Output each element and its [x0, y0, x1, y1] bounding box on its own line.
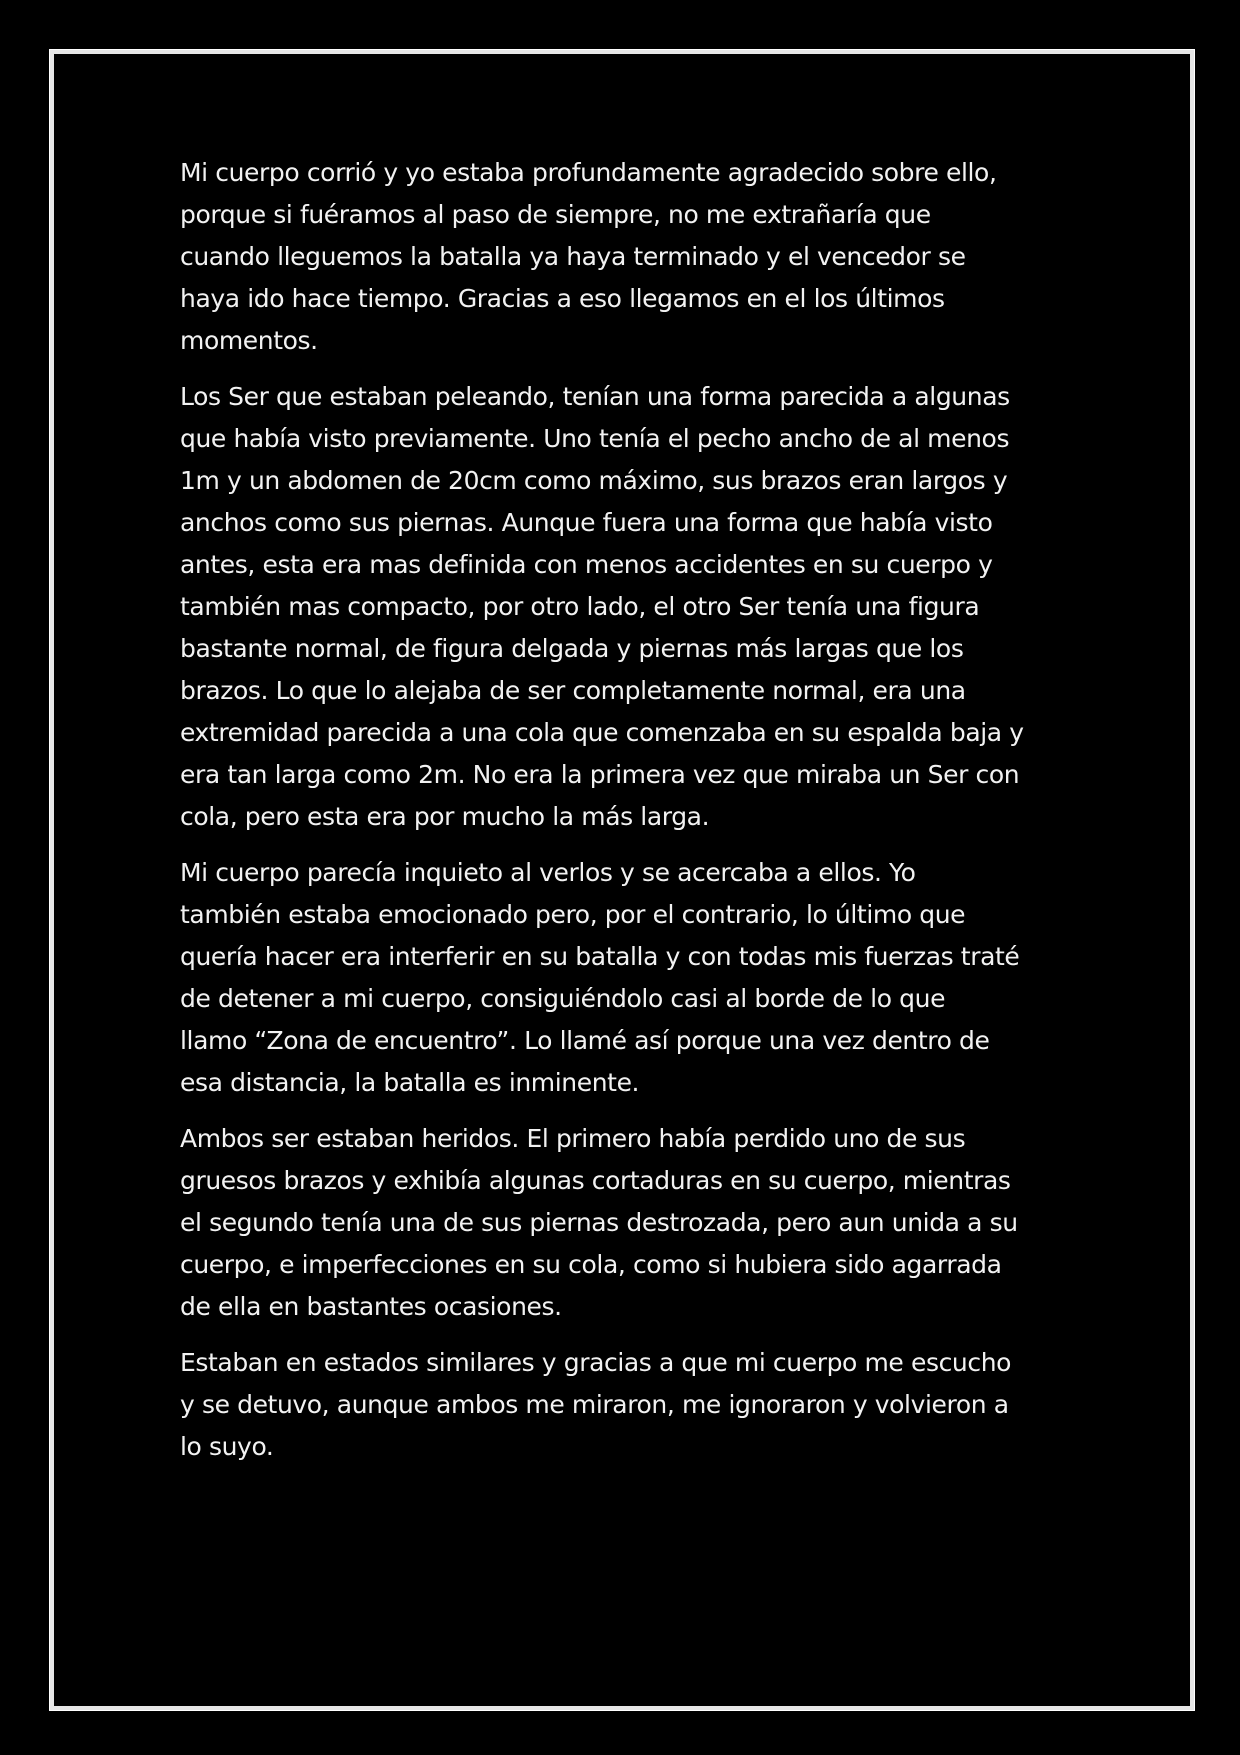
paragraph-3: Mi cuerpo parecía inquieto al verlos y se acercaba a ellos. Yo también estaba emocionado pero, por el contrario, lo último que quería hacer era interferir en su batalla y con todas mis fuerzas traté de detener a mi cuerpo, consiguiéndolo casi al borde de lo que llamo “Zona de encuentro”. Lo llamé así porque una vez dentro de esa distancia, la batalla es inminente. — [180, 858, 1020, 1097]
paragraph-1: Mi cuerpo corrió y yo estaba profundamente agradecido sobre ello, porque si fuéramos al paso de siempre, no me extrañaría que cuando lleguemos la batalla ya haya terminado y el vencedor se haya ido hace tiempo. Gracias a eso llegamos en el los últimos momentos. — [180, 158, 997, 355]
paragraph-4: Ambos ser estaban heridos. El primero había perdido uno de sus gruesos brazos y exhibía algunas cortaduras en su cuerpo, mientras el segundo tenía una de sus piernas destrozada, pero aun unida a su cuerpo, e imperfecciones en su cola, como si hubiera sido agarrada de ella en bastantes ocasiones. — [180, 1124, 1018, 1321]
text-body — [180, 152, 1070, 1482]
paragraph-5: Estaban en estados similares y gracias a que mi cuerpo me escucho y se detuvo, aunque ambos me miraron, me ignoraron y volvieron a lo suyo. — [180, 1348, 1012, 1461]
page-frame — [50, 50, 1194, 1710]
paragraph-2: Los Ser que estaban peleando, tenían una forma parecida a algunas que había visto previamente. Uno tenía el pecho ancho de al menos 1m y un abdomen de 20cm como máximo, sus brazos eran largos y anchos como sus piernas. Aunque fuera una forma que había visto antes, esta era mas definida con menos accidentes en su cuerpo y también mas compacto, por otro lado, el otro Ser tenía una figura bastante normal, de figura delgada y piernas más largas que los brazos. Lo que lo alejaba de ser completamente normal, era una extremidad parecida a una cola que comenzaba en su espalda baja y era tan larga como 2m. No era la primera vez que miraba un Ser con cola, pero esta era por mucho la más larga. — [180, 382, 1024, 831]
